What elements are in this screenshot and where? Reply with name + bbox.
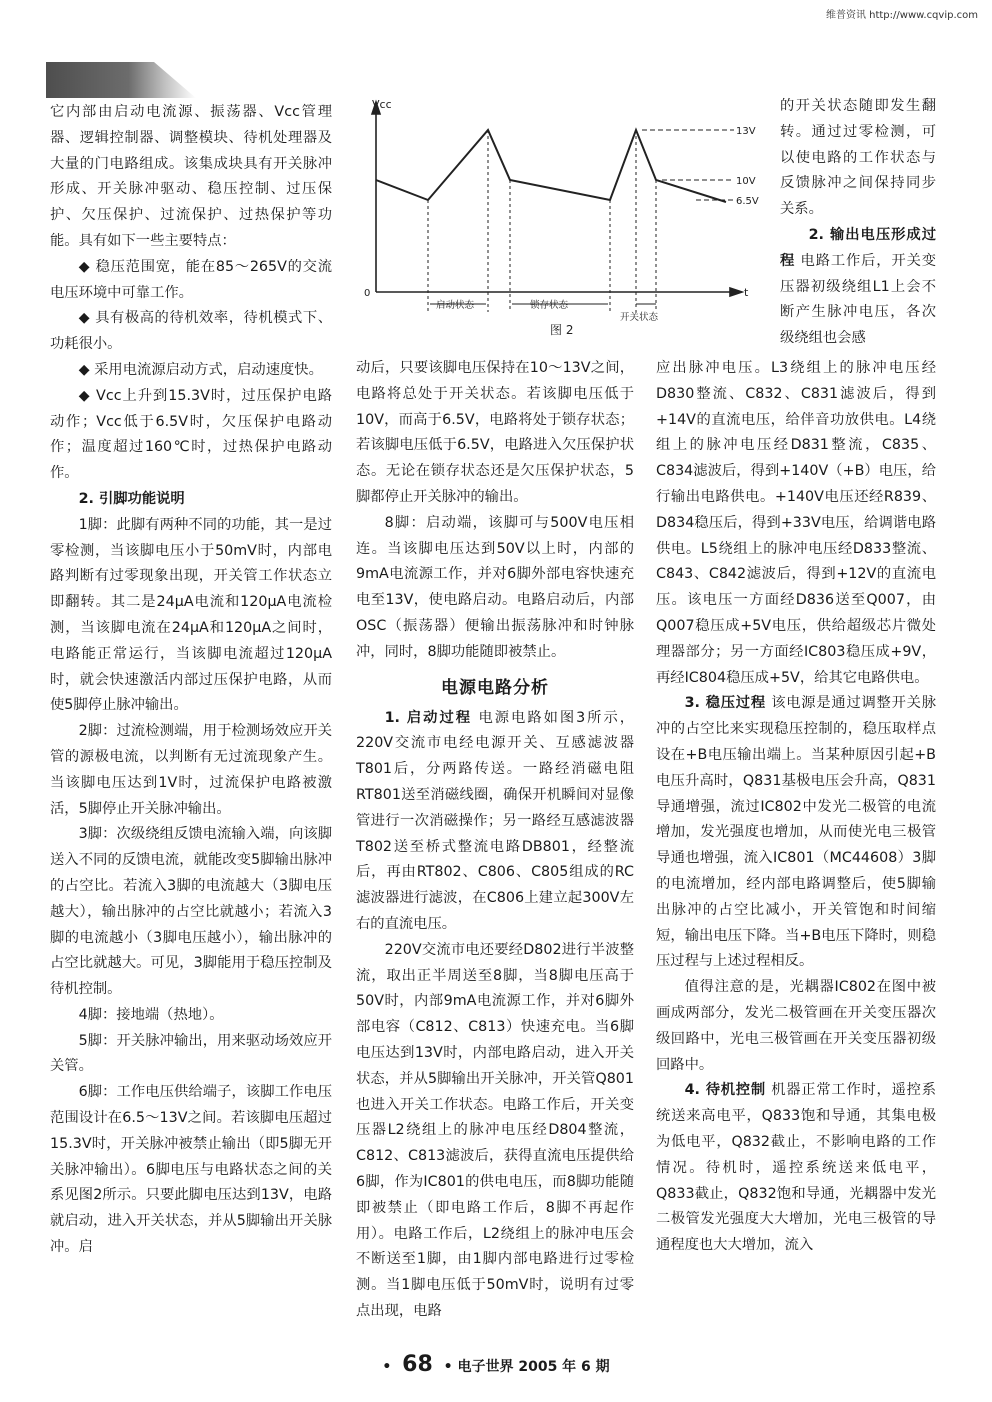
right-top-paragraph <box>780 94 936 223</box>
paragraph-text: 1脚：此脚有两种不同的功能，其一是过零检测，当该脚电压小于50mV时，内部电路判断有过零现象出现，开关管工作状态立即翻转。其二是24μA电流和120μA电流检测，当该脚电流在24μA和120μA之间时，电路能正常运行，当该脚电流超过120μA时，就会快速激活内部过压保护电路，从而使5脚停止脉冲输出。 <box>50 516 332 714</box>
paragraph-text: ◆ 采用电流源启动方式，启动速度快。 <box>78 361 323 378</box>
section-title: 电源电路分析 <box>441 677 549 698</box>
right-col-paragraph <box>656 1078 936 1259</box>
left-col-paragraph <box>50 1080 332 1261</box>
paragraph-text: 4脚：接地端（热地）。 <box>78 1006 224 1023</box>
page-footer <box>0 1352 992 1377</box>
right-col-paragraph <box>656 356 936 691</box>
column-left <box>50 100 332 1261</box>
x-axis-label: t <box>744 286 749 299</box>
left-col-paragraph <box>50 384 332 487</box>
middle-col-paragraph <box>356 706 634 938</box>
paragraph-text: 3脚：次级绕组反馈电流输入端，向该脚送入不同的反馈电流，就能改变5脚输出脉冲的占空比。若流入3脚的电流越大（3脚电压越大），输出脉冲的占空比就越小；若流入3脚的电流越小（3脚电压越小），输出脉冲的占空比就越大。可见，3脚能用于稳压控制及待机控制。 <box>50 826 332 998</box>
paragraph-text: 该电源是通过调整开关脉冲的占空比来实现稳压控制的，稳压取样点设在+B电压输出端上。当某种原因引起+B电压升高时，Q831基极电压会升高，Q831导通增强，流过IC802中发光二极管的电流增加，发光强度也增加，从而使光电三极管导通也增强，流入IC801（MC44608）3脚的电流增加，经内部电路调整后，使5脚输出脉冲的占空比减小，开关管饱和时间缩短，输出电压下降。当+B电压下降时，则稳压过程与上述过程相反。 <box>656 695 936 970</box>
paragraph-text: 应出脉冲电压。L3绕组上的脉冲电压经D830整流、C832、C831滤波后，得到+14V的直流电压，给伴音功放供电。L4绕组上的脉冲电压经D831整流，C835、C834滤波后，得到+140V（+B）电压，给行输出电路供电。+140V电压还经R839、D834稳压后，得到+33V电压，给调谐电路供电。L5绕组上的脉冲电压经D833整流、C843、C842滤波后，得到+12V的直流电压。该电压一方面经D836送至Q007，由Q007稳压成+5V电压，供给超级芯片微处理器部分；另一方面经IC803稳压成+9V，再经IC804稳压成+5V，给其它电路供电。 <box>656 360 936 686</box>
left-col-paragraph <box>50 1003 332 1029</box>
page-number: 68 <box>402 1352 433 1377</box>
paragraph-text: 的开关状态随即发生翻转。通过过零检测，可以使电路的工作状态与反馈脉冲之间保持同步关系。 <box>780 98 936 218</box>
label-13v: 13V <box>736 126 756 137</box>
paragraph-text: ◆ 具有极高的待机效率，待机模式下、功耗很小。 <box>50 310 332 353</box>
paragraph-text: ◆ Vcc上升到15.3V时，过压保护电路动作；Vcc低于6.5V时，欠压保护电路动作；温度超过160℃时，过热保护电路动作。 <box>50 387 332 482</box>
paragraph-text: 220V交流市电还要经D802进行半波整流，取出正半周送至8脚，当8脚电压高于50V时，内部9mA电流源工作，并对6脚外部电容（C812、C813）快速充电。当6脚电压达到13V时，内部电路启动，进入开关状态，并从5脚输出开关脉冲，开关管Q801也进入开关工作状态。电路工作后，开关变压器L2绕组上的脉冲电压经D804整流，C812、C813滤波后，获得直流电压提供给6脚，作为IC801的供电电压，而8脚功能随即被禁止（即电路工作后，8脚不再起作用）。电路工作后，L2绕组上的脉冲电压会不断送至1脚，由1脚内部电路进行过零检测。当1脚电压低于50mV时，说明有过零点出现，电路 <box>356 941 634 1319</box>
journal-name: 电子世界 2005 年 6 期 <box>457 1359 610 1375</box>
paragraph-text: 值得注意的是，光耦器IC802在图中被画成两部分，发光二极管画在开关变压器次级回路中，光电三极管画在开关变压器初级回路中。 <box>656 979 936 1073</box>
paragraph-text: 它内部由启动电流源、振荡器、Vcc管理器、逻辑控制器、调整模块、待机处理器及大量的门电路组成。该集成块具有开关脉冲形成、开关脉冲驱动、稳压控制、过压保护、欠压保护、过流保护、过热保护等功能。具有如下一些主要特点： <box>50 104 332 249</box>
column-right <box>656 356 936 1259</box>
paragraph-text: 电路工作后，开关变压器初级绕组L1上会不断产生脉冲电压，各次级绕组也会感 <box>780 252 937 347</box>
paragraph-text: 2. 引脚功能说明 <box>78 490 185 507</box>
label-65v: 6.5V <box>736 196 759 207</box>
origin-label: 0 <box>364 288 371 299</box>
left-col-paragraph <box>50 719 332 822</box>
watermark-text: 维普资讯 http://www.cqvip.com <box>825 10 978 21</box>
x-axis-arrow <box>730 288 742 296</box>
state-label-latch: 锁存状态 <box>530 300 569 311</box>
left-col-paragraph <box>50 487 332 513</box>
paragraph-text: 6脚：工作电压供给端子，该脚工作电压范围设计在6.5～13V之间。若该脚电压超过15.3V时，开关脉冲被禁止输出（即5脚无开关脉冲输出）。6脚电压与电路状态之间的关系见图2所示。只要此脚电压达到13V，电路就启动，进入开关状态，并从5脚输出开关脉冲。启 <box>50 1084 332 1256</box>
middle-col-paragraph <box>356 356 634 511</box>
middle-col-paragraph <box>356 511 634 666</box>
figure-vcc-waveform <box>350 96 770 346</box>
left-col-paragraph <box>50 100 332 255</box>
left-col-paragraph <box>50 358 332 384</box>
right-col-paragraph <box>656 691 936 975</box>
paragraph-text: 电源电路如图3所示，220V交流市电经电源开关、互感滤波器T801后，分两路传送。一路经消磁电阻RT801送至消磁线圈，确保开机瞬间对显像管进行一次消磁操作；另一路经互感滤波器T802送至桥式整流电路DB801，经整流后，再由RT802、C806、C805组成的RC滤波器进行滤波，在C806上建立起300V左右的直流电压。 <box>356 709 635 932</box>
paragraph-text: 机器正常工作时，遥控系统送来高电平，Q833饱和导通，其集电极为低电平，Q832截止，不影响电路的工作情况。待机时，遥控系统送来低电平，Q833截止，Q832饱和导通，光耦器中发光二极管发光强度大大增加，光电三极管的导通程度也大大增加，流入 <box>656 1082 936 1254</box>
paragraph-text: 2脚：过流检测端，用于检测场效应开关管的源极电流，以判断有无过流现象产生。当该脚电压达到1V时，过流保护电路被激活，5脚停止开关脉冲输出。 <box>50 723 332 817</box>
right-col-paragraph <box>656 975 936 1078</box>
footer-bullet-right: • <box>443 1359 453 1375</box>
left-col-paragraph <box>50 306 332 358</box>
left-col-paragraph <box>50 1029 332 1081</box>
paragraph-text: 动后，只要该脚电压保持在10～13V之间，电路将总处于开关状态。若该脚电压低于10V，而高于6.5V，电路将处于锁存状态；若该脚电压低于6.5V，电路进入欠压保护状态。无论在锁存状态还是欠压保护状态，5脚都停止开关脉冲的输出。 <box>356 360 634 505</box>
vcc-waveform-line <box>376 130 726 202</box>
paragraph-text: 8脚：启动端，该脚可与500V电压相连。当该脚电压达到50V以上时，内部的9mA电流源工作，并对6脚外部电容快速充电至13V，使电路启动。电路启动后，内部OSC（振荡器）便输出振荡脉冲和时钟脉冲，同时，8脚功能随即被禁止。 <box>356 514 634 660</box>
state-label-switch: 开关状态 <box>620 312 659 323</box>
subheading: 1. 启动过程 <box>384 709 472 726</box>
paragraph-text: 5脚：开关脉冲输出，用来驱动场效应开关管。 <box>50 1032 332 1075</box>
paragraph-text: ◆ 稳压范围宽，能在85～265V的交流电压环境中可靠工作。 <box>50 258 332 301</box>
y-axis-label: Vcc <box>372 98 392 111</box>
left-col-paragraph <box>50 822 332 1003</box>
left-col-paragraph <box>50 255 332 307</box>
figure-caption: 图 2 <box>550 323 574 337</box>
left-col-paragraph <box>50 513 332 719</box>
subheading: 3. 稳压过程 <box>684 695 766 712</box>
state-label-start: 启动状态 <box>436 300 475 311</box>
subheading: 4. 待机控制 <box>684 1082 766 1099</box>
section-header-bar <box>46 62 196 98</box>
footer-bullet-left: • <box>382 1359 392 1375</box>
right-top-paragraph <box>780 223 936 352</box>
middle-col-paragraph <box>356 938 634 1325</box>
column-middle <box>356 356 634 1325</box>
column-right-top <box>780 94 936 352</box>
subheading: 2. 输出电压形成过程 <box>780 226 936 269</box>
label-10v: 10V <box>736 176 756 187</box>
